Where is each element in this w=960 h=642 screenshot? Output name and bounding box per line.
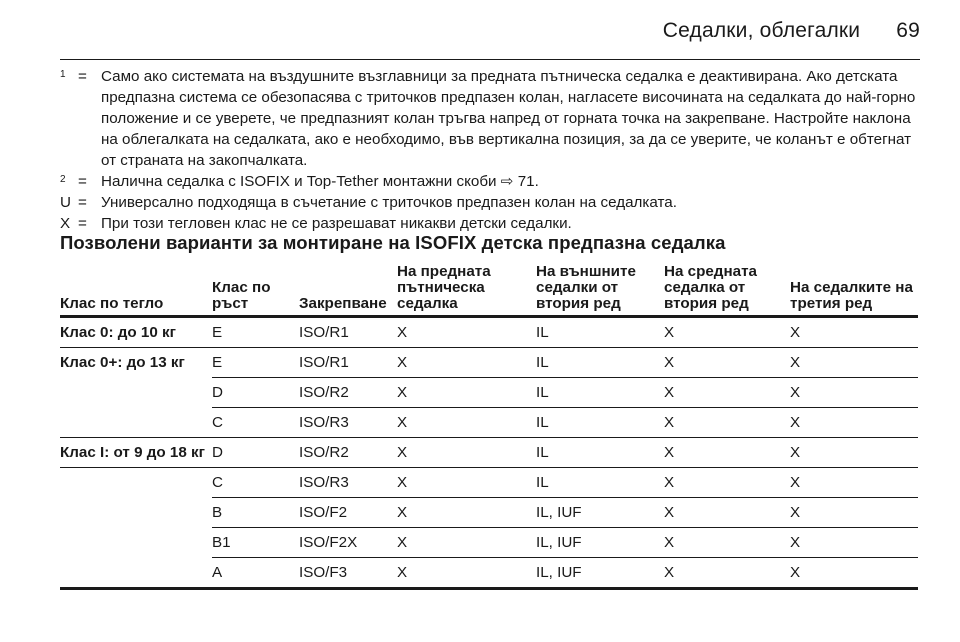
second-row-center-cell: X	[664, 498, 790, 528]
third-row-cell: X	[790, 378, 918, 408]
second-row-outer-cell: IL	[536, 378, 664, 408]
second-row-center-cell: X	[664, 378, 790, 408]
front-passenger-cell: X	[397, 558, 536, 589]
size-class-cell: B1	[212, 528, 299, 558]
second-row-outer-cell: IL	[536, 438, 664, 468]
size-class-cell: C	[212, 408, 299, 438]
column-header-front-passenger: На предната пътническа седалка	[397, 262, 536, 317]
front-passenger-cell: X	[397, 348, 536, 378]
second-row-center-cell: X	[664, 348, 790, 378]
fixture-cell: ISO/F3	[299, 558, 397, 589]
footnote-equals: =	[78, 215, 87, 232]
second-row-center-cell: X	[664, 438, 790, 468]
second-row-center-cell: X	[664, 528, 790, 558]
mass-class-cell	[60, 408, 212, 438]
table-row	[60, 468, 918, 498]
fixture-cell: ISO/R3	[299, 468, 397, 498]
column-header-size-class: Клас по ръст	[212, 262, 299, 317]
fixture-cell: ISO/F2X	[299, 528, 397, 558]
column-header-third-row: На седалките на третия ред	[790, 262, 918, 317]
table-row	[60, 558, 918, 589]
front-passenger-cell: X	[397, 317, 536, 348]
second-row-center-cell: X	[664, 317, 790, 348]
mass-class-cell	[60, 468, 212, 498]
fixture-cell: ISO/R1	[299, 317, 397, 348]
table-header-row	[60, 262, 918, 317]
third-row-cell: X	[790, 348, 918, 378]
second-row-outer-cell: IL, IUF	[536, 528, 664, 558]
footnote-equals: =	[78, 173, 87, 190]
front-passenger-cell: X	[397, 528, 536, 558]
column-header-mass-class: Клас по тегло	[60, 262, 212, 317]
mass-class-cell	[60, 498, 212, 528]
page-header	[60, 14, 920, 48]
front-passenger-cell: X	[397, 438, 536, 468]
mass-class-cell: Клас 0+: до 13 кг	[60, 354, 185, 372]
footnote-equals: =	[78, 68, 87, 85]
third-row-cell: X	[790, 317, 918, 348]
second-row-center-cell: X	[664, 468, 790, 498]
second-row-outer-cell: IL, IUF	[536, 558, 664, 589]
front-passenger-cell: X	[397, 498, 536, 528]
mass-class-cell	[60, 558, 212, 589]
mass-class-cell: Клас I: от 9 до 18 кг	[60, 438, 212, 468]
second-row-center-cell: X	[664, 408, 790, 438]
fixture-cell: ISO/R3	[299, 408, 397, 438]
page-number: 69	[896, 19, 920, 42]
mass-class-cell	[60, 528, 212, 558]
second-row-outer-cell: IL	[536, 348, 664, 378]
footnote-key: 1	[60, 69, 66, 80]
third-row-cell: X	[790, 468, 918, 498]
front-passenger-cell: X	[397, 378, 536, 408]
column-header-fixture: Закрепване	[299, 262, 397, 317]
page-title: Седалки, облегалки	[662, 19, 861, 42]
fixture-cell: ISO/R2	[299, 438, 397, 468]
footnote	[60, 213, 922, 234]
header-divider	[60, 59, 920, 60]
table-row	[60, 408, 918, 438]
footnote	[60, 66, 922, 171]
footnote-key: U	[60, 194, 71, 211]
size-class-cell: B	[212, 498, 299, 528]
footnote	[60, 171, 922, 192]
footnote-text: Универсално подходяща в съчетание с триточков предпазен колан на седалката.	[101, 194, 677, 211]
footnote-key: 2	[60, 174, 66, 185]
footnote-equals: =	[78, 194, 87, 211]
table-row	[60, 498, 918, 528]
second-row-outer-cell: IL, IUF	[536, 498, 664, 528]
column-header-second-row-center: На средната седалка от втория ред	[664, 262, 790, 317]
third-row-cell: X	[790, 438, 918, 468]
second-row-outer-cell: IL	[536, 468, 664, 498]
section-heading: Позволени варианти за монтиране на ISOFIX детска предпазна седалка	[60, 232, 726, 253]
table-row	[60, 378, 918, 408]
mass-class-cell: Клас 0: до 10 кг	[60, 317, 212, 348]
column-header-second-row-outer: На външните седалки от втория ред	[536, 262, 664, 317]
table-row	[60, 317, 918, 348]
footnote-key: X	[60, 215, 71, 232]
table-row	[60, 348, 918, 378]
table-row	[60, 528, 918, 558]
third-row-cell: X	[790, 498, 918, 528]
second-row-center-cell: X	[664, 558, 790, 589]
table-row	[60, 438, 918, 468]
front-passenger-cell: X	[397, 468, 536, 498]
third-row-cell: X	[790, 408, 918, 438]
size-class-cell: A	[212, 558, 299, 589]
mass-class-cell	[60, 378, 212, 408]
front-passenger-cell: X	[397, 408, 536, 438]
footnote	[60, 192, 922, 213]
footnotes	[60, 66, 922, 234]
second-row-outer-cell: IL	[536, 317, 664, 348]
fixture-cell: ISO/F2	[299, 498, 397, 528]
size-class-cell: C	[212, 468, 299, 498]
third-row-cell: X	[790, 528, 918, 558]
isofix-table	[60, 262, 918, 590]
second-row-outer-cell: IL	[536, 408, 664, 438]
size-class-cell: E	[212, 348, 299, 378]
size-class-cell: E	[212, 317, 299, 348]
size-class-cell: D	[212, 378, 299, 408]
size-class-cell: D	[212, 438, 299, 468]
footnote-text: Само ако системата на въздушните възглавници за предната пътническа седалка е деактивирана. Ако детската предпазна система се обезопасява с триточков предпазен колан, нагласете височината на седалката до най-горно положение и се уверете, че предпазният колан тръгва напред от горната точка на закрепване. Настройте наклона на облегалката на седалката, ако е необходимо, във вертикална позиция, за да се уверите, че коланът е обтегнат от страната на закопчалката.	[101, 68, 916, 169]
footnote-text: При този тегловен клас не се разрешават никакви детски седалки.	[101, 215, 572, 232]
third-row-cell: X	[790, 558, 918, 589]
footnote-text: Налична седалка с ISOFIX и Top-Tether монтажни скоби ⇨ 71.	[101, 173, 539, 190]
fixture-cell: ISO/R1	[299, 348, 397, 378]
fixture-cell: ISO/R2	[299, 378, 397, 408]
